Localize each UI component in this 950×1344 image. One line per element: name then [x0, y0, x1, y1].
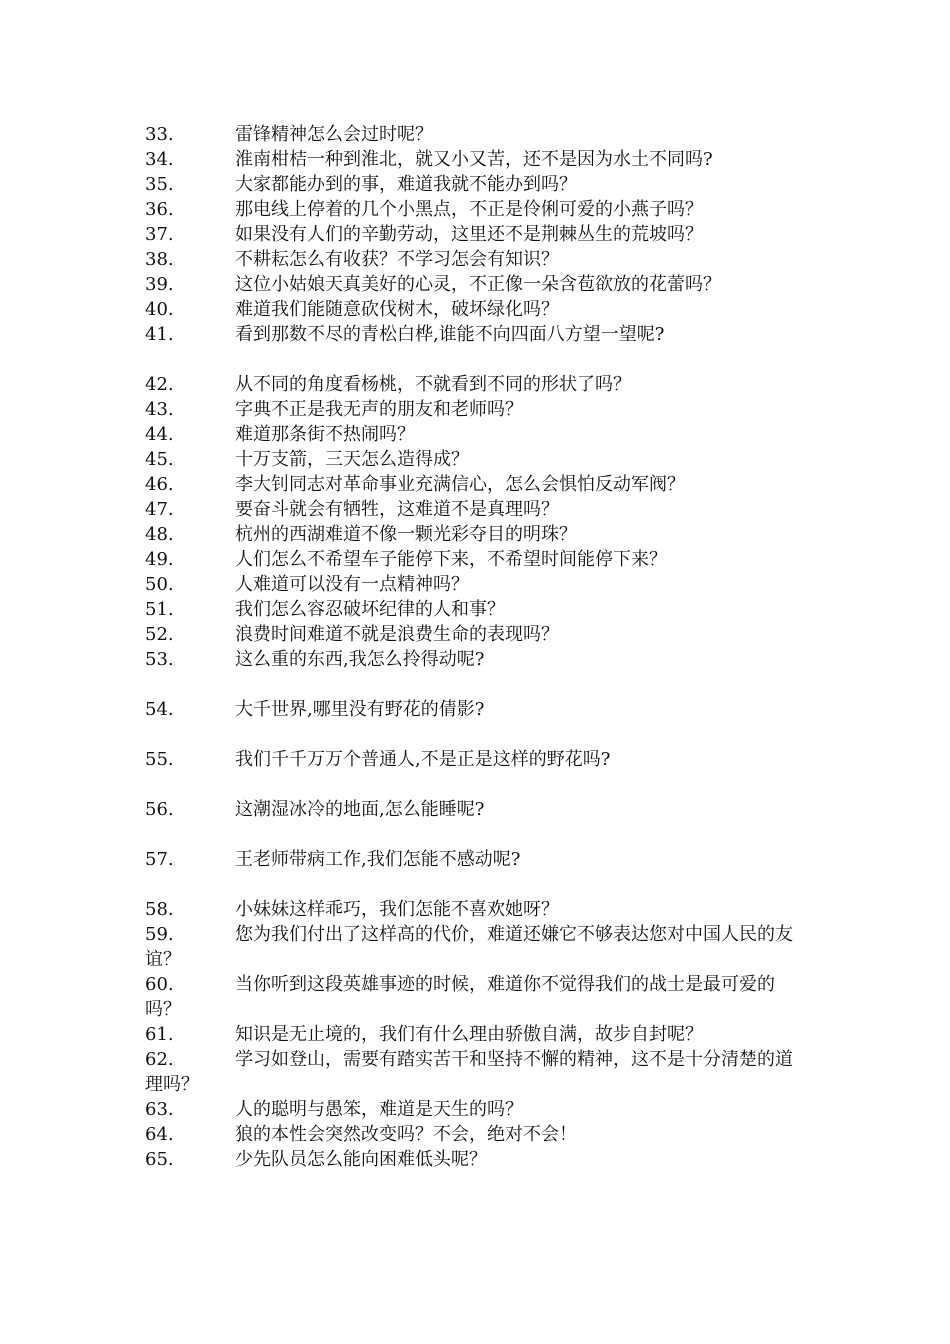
list-item — [145, 697, 810, 722]
item-text: 杭州的西湖难道不像一颗光彩夺目的明珠？ — [235, 524, 577, 545]
list-item — [145, 447, 810, 472]
list-item — [145, 147, 810, 172]
item-text: 字典不正是我无声的朋友和老师吗？ — [235, 399, 523, 420]
list-item — [145, 522, 810, 547]
item-text: 李大钊同志对革命事业充满信心，怎么会惧怕反动军阀？ — [235, 474, 685, 495]
list-item — [145, 397, 810, 422]
item-text: 王老师带病工作,我们怎能不感动呢? — [235, 849, 521, 870]
item-text: 这位小姑娘天真美好的心灵，不正像一朵含苞欲放的花蕾吗？ — [235, 274, 721, 295]
item-number: 43. — [145, 399, 174, 420]
item-number: 48. — [145, 524, 174, 545]
list-item — [145, 622, 810, 647]
item-text: 浪费时间难道不就是浪费生命的表现吗？ — [235, 624, 559, 645]
item-text: 这么重的东西,我怎么拎得动呢? — [235, 649, 485, 670]
item-number: 63. — [145, 1099, 174, 1120]
list-item — [145, 322, 810, 347]
item-number: 44. — [145, 424, 174, 445]
item-text: 大千世界,哪里没有野花的倩影? — [235, 699, 485, 720]
list-item — [145, 972, 810, 1022]
item-text: 人们怎么不希望车子能停下来，不希望时间能停下来？ — [235, 549, 667, 570]
list-item — [145, 1022, 810, 1047]
item-text: 十万支箭，三天怎么造得成？ — [235, 449, 469, 470]
item-number: 46. — [145, 474, 174, 495]
list-item — [145, 597, 810, 622]
item-number: 33. — [145, 124, 174, 145]
item-text: 学习如登山，需要有踏实苦干和坚持不懈的精神，这不是十分清楚的道理吗？ — [145, 1049, 793, 1095]
item-text: 人的聪明与愚笨，难道是天生的吗？ — [235, 1099, 523, 1120]
list-item — [145, 272, 810, 297]
item-text: 从不同的角度看杨桃，不就看到不同的形状了吗？ — [235, 374, 631, 395]
item-text: 小妹妹这样乖巧，我们怎能不喜欢她呀？ — [235, 899, 559, 920]
item-number: 49. — [145, 549, 174, 570]
list-item — [145, 572, 810, 597]
item-text: 当你听到这段英雄事迹的时候，难道你不觉得我们的战士是最可爱的吗？ — [145, 974, 775, 1020]
list-item — [145, 497, 810, 522]
item-number: 40. — [145, 299, 174, 320]
item-number: 57. — [145, 849, 174, 870]
item-number: 42. — [145, 374, 174, 395]
item-number: 58. — [145, 899, 174, 920]
item-number: 35. — [145, 174, 174, 195]
item-number: 34. — [145, 149, 174, 170]
item-number: 62. — [145, 1049, 174, 1070]
item-text: 要奋斗就会有牺牲，这难道不是真理吗？ — [235, 499, 559, 520]
list-item — [145, 122, 810, 147]
item-text: 如果没有人们的辛勤劳动，这里还不是荆棘丛生的荒坡吗？ — [235, 224, 703, 245]
list-item — [145, 222, 810, 247]
item-text: 少先队员怎么能向困难低头呢？ — [235, 1149, 487, 1170]
list-item — [145, 922, 810, 972]
list-item — [145, 1047, 810, 1097]
item-text: 大家都能办到的事，难道我就不能办到吗？ — [235, 174, 577, 195]
item-text: 雷锋精神怎么会过时呢？ — [235, 124, 433, 145]
list-item — [145, 897, 810, 922]
item-number: 51. — [145, 599, 174, 620]
list-item — [145, 297, 810, 322]
item-number: 37. — [145, 224, 174, 245]
item-number: 39. — [145, 274, 174, 295]
item-number: 64. — [145, 1124, 174, 1145]
list-item — [145, 647, 810, 672]
item-text: 难道我们能随意砍伐树木，破坏绿化吗？ — [235, 299, 559, 320]
item-text: 人难道可以没有一点精神吗？ — [235, 574, 469, 595]
list-item — [145, 247, 810, 272]
item-number: 36. — [145, 199, 174, 220]
item-number: 47. — [145, 499, 174, 520]
item-number: 60. — [145, 974, 174, 995]
item-number: 41. — [145, 324, 174, 345]
item-text: 我们怎么容忍破坏纪律的人和事？ — [235, 599, 505, 620]
list-item — [145, 197, 810, 222]
item-text: 难道那条街不热闹吗？ — [235, 424, 415, 445]
item-number: 61. — [145, 1024, 174, 1045]
item-text: 这潮湿冰冷的地面,怎么能睡呢? — [235, 799, 485, 820]
item-number: 59. — [145, 924, 174, 945]
item-number: 65. — [145, 1149, 174, 1170]
item-number: 54. — [145, 699, 174, 720]
list-item — [145, 372, 810, 397]
list-item — [145, 847, 810, 872]
item-text: 那电线上停着的几个小黑点，不正是伶俐可爱的小燕子吗？ — [235, 199, 703, 220]
list-item — [145, 797, 810, 822]
list-item — [145, 1147, 810, 1172]
list-item — [145, 422, 810, 447]
item-text: 狼的本性会突然改变吗？不会，绝对不会！ — [235, 1124, 577, 1145]
item-text: 您为我们付出了这样高的代价，难道还嫌它不够表达您对中国人民的友谊？ — [145, 924, 793, 970]
item-number: 38. — [145, 249, 174, 270]
item-text: 不耕耘怎么有收获？不学习怎会有知识？ — [235, 249, 559, 270]
item-number: 55. — [145, 749, 174, 770]
list-item — [145, 1097, 810, 1122]
list-item — [145, 547, 810, 572]
list-item — [145, 472, 810, 497]
item-text: 看到那数不尽的青松白桦,谁能不向四面八方望一望呢? — [235, 324, 665, 345]
list-item — [145, 747, 810, 772]
item-number: 45. — [145, 449, 174, 470]
list-item — [145, 1122, 810, 1147]
question-list — [145, 122, 810, 1172]
item-number: 56. — [145, 799, 174, 820]
item-text: 我们千千万万个普通人,不是正是这样的野花吗? — [235, 749, 611, 770]
item-text: 知识是无止境的，我们有什么理由骄傲自满，故步自封呢？ — [235, 1024, 703, 1045]
item-number: 53. — [145, 649, 174, 670]
item-number: 50. — [145, 574, 174, 595]
item-text: 淮南柑桔一种到淮北，就又小又苦，还不是因为水土不同吗? — [235, 149, 713, 170]
item-number: 52. — [145, 624, 174, 645]
list-item — [145, 172, 810, 197]
